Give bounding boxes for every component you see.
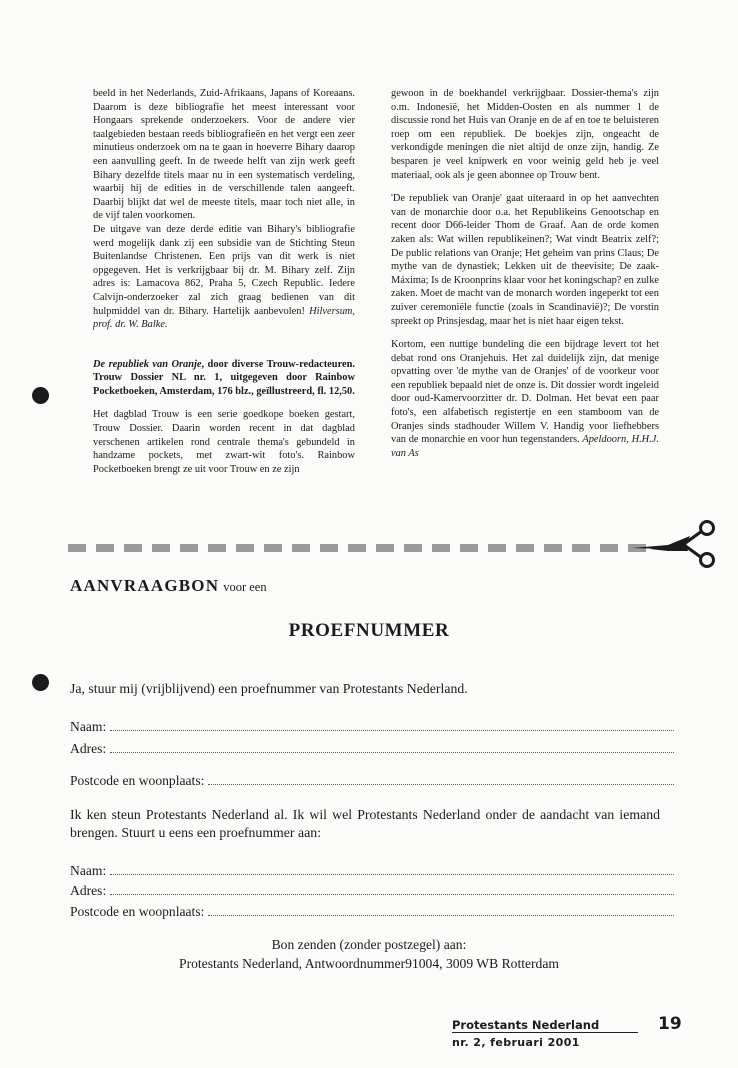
recipient-name-input-line[interactable] [110, 862, 674, 875]
right-paragraph-3 [391, 338, 659, 460]
name-field[interactable] [70, 718, 674, 735]
left-paragraph-2 [93, 223, 355, 332]
footer-issue: nr. 2, februari 2001 [452, 1036, 580, 1049]
review-signature-van-as: Apeldoorn, H.H.J. van As [391, 434, 659, 459]
recipient-address-field[interactable] [70, 882, 674, 899]
coupon-title-suffix: voor een [223, 580, 267, 594]
gift-text: Ik ken steun Protestants Nederland al. Ik wil wel Protestants Nederland onder de aandacht van iemand brengen. Stuurt u eens een proefnummer aan: [70, 807, 660, 840]
coupon-title [70, 576, 267, 596]
right-column [391, 87, 659, 470]
left-column [93, 87, 355, 486]
send-address: Protestants Nederland, Antwoordnummer91004, 3009 WB Rotterdam [179, 956, 559, 971]
review-book-title: De republiek van Oranje [93, 358, 202, 370]
postcode-input-line[interactable] [208, 772, 674, 785]
name-input-line[interactable] [110, 718, 674, 731]
footer-magazine-name: Protestants Nederland [452, 1018, 600, 1032]
name-label: Naam: [70, 719, 107, 734]
review-signature-balke: Hilversum, prof. dr. W. Balke. [93, 305, 355, 331]
address-label: Adres: [70, 741, 107, 756]
address-field[interactable] [70, 740, 674, 757]
recipient-name-field[interactable] [70, 862, 674, 879]
page-number: 19 [658, 1014, 682, 1034]
recipient-address-label: Adres: [70, 883, 107, 898]
left-paragraph-3: Het dagblad Trouw is een serie goedkope boeken gestart, Trouw Dossier. Daarin worden recent in dat dagblad verschenen artikelen rond centrale thema's gebundeld in handzame pockets, met zwart-wit foto's. Rainbow Pocketboeken brengt ze uit voor Trouw en ze zijn [93, 409, 355, 475]
right-paragraph-1: gewoon in de boekhandel verkrijgbaar. Dossier-thema's zijn o.m. Indonesië, het Midden-Oosten en als nummer 1 de discussie rond het Huis van Oranje en de af en toe te beluisteren roep om een republiek. De boekjes zijn, ongeacht de verkondigde meningen die niet altijd de onze zijn, handig. Ze besparen je veel knipwerk en voor weinig geld heb je veel materiaal, ook als je geen abonnee op Trouw bent. [391, 88, 659, 181]
recipient-address-input-line[interactable] [110, 882, 674, 895]
send-instruction: Bon zenden (zonder postzegel) aan: [271, 937, 467, 952]
address-input-line[interactable] [110, 740, 674, 753]
cut-line [68, 544, 656, 552]
right-paragraph-3-text: Kortom, een nuttige bundeling die een bijdrage levert tot het debat rond ons Oranjehuis. Het zal duidelijk zijn, dat menige opvatting over 'de mythe van de Oranjes' of de voorkeur voor een republiek bepaald niet de onze is. Dit dossier wordt ingeleid door oud-Kamervoorzitter dr. D. Dolman. Het bevat een paar foto's, een alfabetisch registertje en een stamboom van de Oranjes sinds stadhouder Willem V. Handig voor liefhebbers van de monarchie en voor hun tegenstanders. [391, 339, 659, 446]
coupon-subtitle: PROEFNUMMER [288, 620, 450, 641]
recipient-postcode-label: Postcode en woopnlaats: [70, 904, 205, 919]
recipient-postcode-input-line[interactable] [208, 903, 674, 916]
postcode-label: Postcode en woonplaats: [70, 773, 205, 788]
left-paragraph-1: beeld in het Nederlands, Zuid-Afrikaans, Japans of Koreaans. Daarom is deze bibliografie het meest interessant voor Hongaars sprekende onderzoekers. Voor de andere vier taalgebieden bestaan reeds bibliografieën en het vergt een zeer minutieus onderzoek om na te gaan in hoeverre Bihary daarop een aanvulling geeft. In de tweede helft van zijn werk geeft Bihary dezelfde titels maar nu in een systematisch verdeling, waarbij hij de edities in de verschillende talen aangeeft. Daarbij blijkt dat wel de meeste titels, maar toch niet alle, in de vijf talen voorkomen. [93, 88, 355, 222]
right-paragraph-2: 'De republiek van Oranje' gaat uiteraard in op het aanvechten van de monarchie door o.a. het Republikeins Genootschap en recent door D66-leider Thom de Graaf. Aan de orde komen zaken als: Wat willen republikeinen?; Wat vindt Beatrix zelf?; De public relations van Oranje; Het geheim van prins Claus; De mythe van de dynastiek; Lekken uit de theevisite; De zaak-Máxima; Is de Kroonprins klaar voor het koningschap? en zulke zaken. Moet de macht van de monarch worden ingeperkt tot een zuiver ceremoniële functie (zoals in Scandinavië)?; De vorstin spreekt op Prinsjesdag, maar het is niet haar eigen tekst. [391, 193, 659, 327]
request-text: Ja, stuur mij (vrijblijvend) een proefnummer van Protestants Nederland. [70, 681, 468, 696]
review-book-info: , door diverse Trouw-redacteuren. Trouw Dossier NL nr. 1, uitgegeven door Rainbow Pocketboeken, Amsterdam, 176 blz., geïllustreerd, fl. 12,50. [93, 358, 355, 397]
recipient-name-label: Naam: [70, 863, 107, 878]
postcode-field[interactable] [70, 772, 674, 789]
left-paragraph-2-text: De uitgave van deze derde editie van Bihary's bibliografie werd mogelijk dank zij een subsidie van de Stichting Steun Buitenlandse Christenen. Een prijs van dit werk is niet opgegeven. Het is verkrijgbaar bij dr. M. Bihary zelf. Zijn adres is: Lamacova 862, Praha 5, Czech Republic. Iedere Calvijn-onderzoeker zal zich graag bedienen van dit hulpmiddel van dr. Bihary. Hartelijk aanbevolen! [93, 223, 355, 317]
coupon-title-main: AANVRAAGBON [70, 576, 220, 595]
recipient-postcode-field[interactable] [70, 903, 674, 920]
bullet-marker [32, 387, 49, 404]
scissors-icon [628, 518, 720, 570]
coupon-bullet-marker [32, 674, 49, 691]
footer-rule [452, 1032, 638, 1033]
review-heading [93, 358, 355, 399]
